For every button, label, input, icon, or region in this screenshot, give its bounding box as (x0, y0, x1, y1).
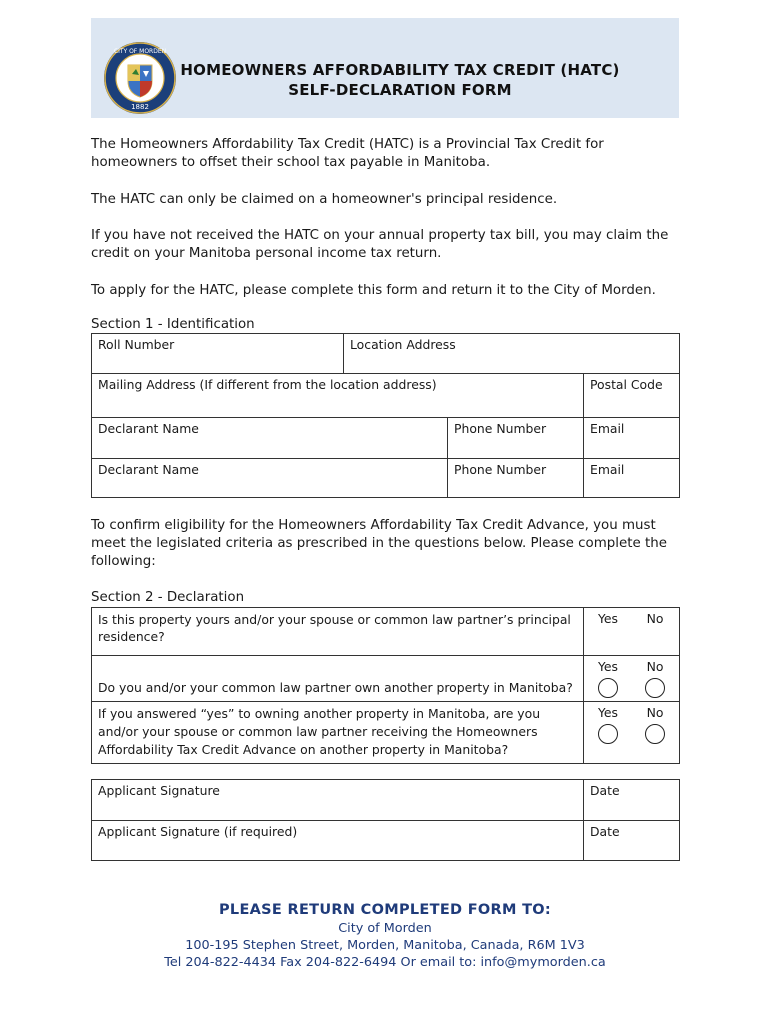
phone-number-field-2[interactable]: Phone Number (448, 459, 584, 498)
applicant-signature-field[interactable]: Applicant Signature (92, 780, 584, 821)
q3-yes-option[interactable]: Yes (593, 705, 623, 744)
declarant-name-field-1[interactable]: Declarant Name (92, 418, 448, 459)
q2-no-option[interactable]: No (640, 659, 670, 698)
svg-text:CITY OF MORDEN: CITY OF MORDEN (113, 48, 167, 55)
question-2-options (584, 656, 680, 702)
identification-table (91, 333, 680, 498)
roll-number-field[interactable]: Roll Number (92, 334, 344, 374)
footer (91, 902, 679, 971)
mailing-address-field[interactable]: Mailing Address (If different from the location address) (92, 374, 584, 418)
declarant-name-field-2[interactable]: Declarant Name (92, 459, 448, 498)
form-title (180, 60, 620, 100)
question-1-options (584, 608, 680, 656)
location-address-field[interactable]: Location Address (344, 334, 680, 374)
form-title-line2: SELF-DECLARATION FORM (288, 81, 512, 99)
intro-paragraph-4: To apply for the HATC, please complete this form and return it to the City of Morden. (91, 283, 656, 298)
footer-title: PLEASE RETURN COMPLETED FORM TO: (218, 902, 551, 918)
section1-label: Section 1 - Identification (91, 317, 255, 332)
q2-no-radio[interactable] (645, 678, 665, 698)
footer-contact: Tel 204-822-4434 Fax 204-822-6494 Or email to: info@mymorden.ca (164, 955, 606, 970)
intro-paragraph-1: The Homeowners Affordability Tax Credit (HATC) is a Provincial Tax Credit for homeowners to offset their school tax payable in Manitoba. (91, 137, 604, 170)
question-1: Is this property yours and/or your spouse or common law partner’s principal residence? (92, 608, 584, 656)
form-title-line1: HOMEOWNERS AFFORDABILITY TAX CREDIT (HATC) (180, 61, 620, 79)
email-field-1[interactable]: Email (584, 418, 680, 459)
eligibility-paragraph: To confirm eligibility for the Homeowners Affordability Tax Credit Advance, you must meet the legislated criteria as prescribed in the questions below. Please complete the following: (91, 518, 667, 569)
q1-yes-option[interactable]: Yes (597, 611, 618, 626)
postal-code-field[interactable]: Postal Code (584, 374, 680, 418)
q3-no-radio[interactable] (645, 724, 665, 744)
q1-no-option[interactable]: No (646, 611, 664, 626)
footer-organization: City of Morden (338, 921, 432, 936)
declaration-table (91, 607, 680, 764)
q2-yes-option[interactable]: Yes (593, 659, 623, 698)
city-seal-logo (103, 41, 177, 115)
applicant-signature-optional-field[interactable]: Applicant Signature (if required) (92, 821, 584, 861)
q3-yes-radio[interactable] (598, 724, 618, 744)
section2-label: Section 2 - Declaration (91, 590, 245, 605)
email-field-2[interactable]: Email (584, 459, 680, 498)
q3-no-option[interactable]: No (640, 705, 670, 744)
signature-table (91, 779, 680, 861)
date-field-1[interactable]: Date (584, 780, 680, 821)
intro-paragraph-2: The HATC can only be claimed on a homeowner's principal residence. (91, 192, 558, 207)
phone-number-field-1[interactable]: Phone Number (448, 418, 584, 459)
date-field-2[interactable]: Date (584, 821, 680, 861)
q2-yes-radio[interactable] (598, 678, 618, 698)
question-2: Do you and/or your common law partner own another property in Manitoba? (92, 656, 584, 702)
intro-paragraph-3: If you have not received the HATC on your annual property tax bill, you may claim the credit on your Manitoba personal income tax return. (91, 228, 669, 261)
svg-text:1882: 1882 (131, 103, 149, 111)
question-3-options (584, 702, 680, 764)
question-3: If you answered “yes” to owning another property in Manitoba, are you and/or your spouse or common law partner receiving the Homeowners Affordability Tax Credit Advance on another property in Manitoba? (92, 702, 584, 764)
footer-address: 100-195 Stephen Street, Morden, Manitoba, Canada, R6M 1V3 (185, 938, 585, 953)
